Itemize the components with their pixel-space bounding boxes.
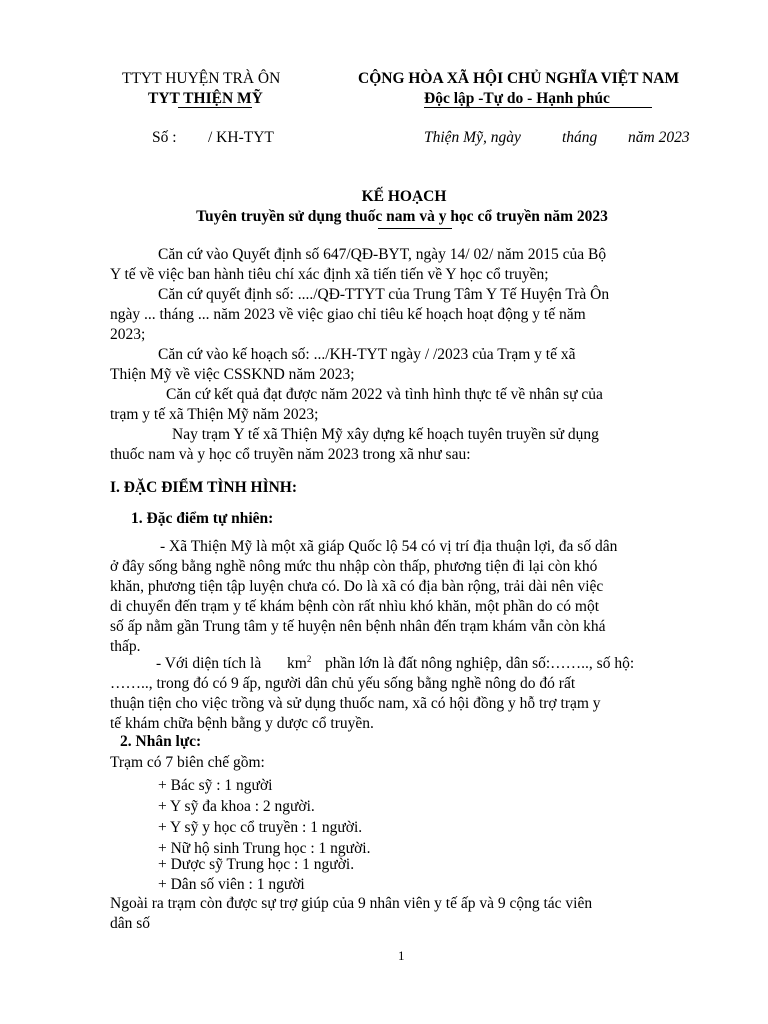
preamble-line: 2023; [110,326,146,343]
document-number-label: Số : [152,129,177,146]
natural-paragraph [110,537,694,657]
subsection-heading-natural: 1. Đặc điểm tự nhiên: [131,510,274,527]
section-heading: I. ĐẶC ĐIỂM TÌNH HÌNH: [110,479,298,496]
paragraph-line: thấp. [110,638,141,655]
date-year: năm 2023 [628,129,690,146]
preamble-line: Y tế về việc ban hành tiêu chí xác định xã tiến tiến về Y học cổ truyền; [110,266,549,283]
staff-item: + Dân số viên : 1 người [158,876,305,893]
header-motto: Độc lập -Tự do - Hạnh phúc [424,90,610,107]
date-month: tháng [562,129,598,146]
staff-item: + Y sỹ đa khoa : 2 người. [158,798,315,815]
preamble-line: trạm y tế xã Thiện Mỹ năm 2023; [110,406,319,423]
paragraph-line: Ngoài ra trạm còn được sự trợ giúp của 9 nhân viên y tế ấp và 9 cộng tác viên [110,895,593,912]
area-unit [287,654,311,674]
paragraph-line: dân số [110,915,151,932]
staff-intro: Trạm có 7 biên chế gồm: [110,754,265,771]
paragraph-line: di chuyển đến trạm y tế khám bệnh còn rất nhìu khó khăn, một phần do có một [110,598,599,615]
area-paragraph [110,674,694,734]
paragraph-line: - Xã Thiện Mỹ là một xã giáp Quốc lộ 54 có vị trí địa thuận lợi, đa số dân [160,538,618,555]
paragraph-line: khăn, phương tiện tập luyện chưa có. Do là xã có địa bàn rộng, trải dài nên việc [110,578,604,595]
header-unit: TYT THIỆN MỸ [148,90,263,107]
header-agency: TTYT HUYỆN TRÀ ÔN [122,70,281,87]
header-unit-underline [178,107,252,108]
preamble-line: Nay trạm Y tế xã Thiện Mỹ xây dựng kế hoạch tuyên truyền sử dụng [172,426,599,443]
preamble-line: Căn cứ quyết định số: ..../QĐ-TTYT của Trung Tâm Y Tế Huyện Trà Ôn [158,286,610,303]
document-number-code: / KH-TYT [208,129,274,146]
area-unit-sup: 2 [306,653,312,664]
paragraph-line: …….., trong đó có 9 ấp, người dân chủ yếu sống bằng nghề nông do đó rất [110,675,576,692]
header-motto-underline [424,107,652,108]
staff-item: + Y sỹ y học cổ truyền : 1 người. [158,819,363,836]
staff-item: + Dược sỹ Trung học : 1 người. [158,856,355,873]
paragraph-line: thuận tiện cho việc trồng và sử dụng thuốc nam, xã có hội đồng y hỗ trợ trạm y [110,695,601,712]
header-country: CỘNG HÒA XÃ HỘI CHỦ NGHĨA VIỆT NAM [358,70,680,87]
preamble-line: Căn cứ vào kế hoạch số: .../KH-TYT ngày / /2023 của Trạm y tế xã [158,346,576,363]
paragraph-line: ở đây sống bằng nghề nông mức thu nhập còn thấp, phương tiện đi lại còn khó [110,558,598,575]
paragraph-line: số ấp nằm gần Trung tâm y tế huyện nên bệnh nhân đến trạm khám vẫn còn khá [110,618,606,635]
preamble-line: Thiện Mỹ về việc CSSKND năm 2023; [110,366,355,383]
closing-paragraph [110,894,694,934]
title-underline [378,228,452,229]
staff-item: + Bác sỹ : 1 người [158,777,273,794]
document-title: KẾ HOẠCH [361,188,447,205]
area-line-start: - Với diện tích là [156,655,262,672]
place-date: Thiện Mỹ, ngày [424,129,521,146]
preamble-line: thuốc nam và y học cổ truyền năm 2023 trong xã như sau: [110,446,471,463]
area-line-rest: phần lớn là đất nông nghiệp, dân số:…….., số hộ: [325,655,635,672]
preamble-line: Căn cứ vào Quyết định số 647/QĐ-BYT, ngày 14/ 02/ năm 2015 của Bộ [158,246,607,263]
document-subtitle: Tuyên truyền sử dụng thuốc nam và y học cổ truyền năm 2023 [196,208,608,225]
page-number: 1 [398,948,405,963]
preamble-line: ngày ... tháng ... năm 2023 về việc giao chỉ tiêu kế hoạch hoạt động y tế năm [110,306,586,323]
staff-item: + Nữ hộ sinh Trung học : 1 người. [158,840,371,857]
area-unit-text: km [287,655,307,672]
preamble-line: Căn cứ kết quả đạt được năm 2022 và tình hình thực tế về nhân sự của [166,386,603,403]
preamble [110,245,694,465]
subsection-heading-staff: 2. Nhân lực: [120,733,202,750]
paragraph-line: tế khám chữa bệnh bằng y dược cổ truyền. [110,715,374,732]
